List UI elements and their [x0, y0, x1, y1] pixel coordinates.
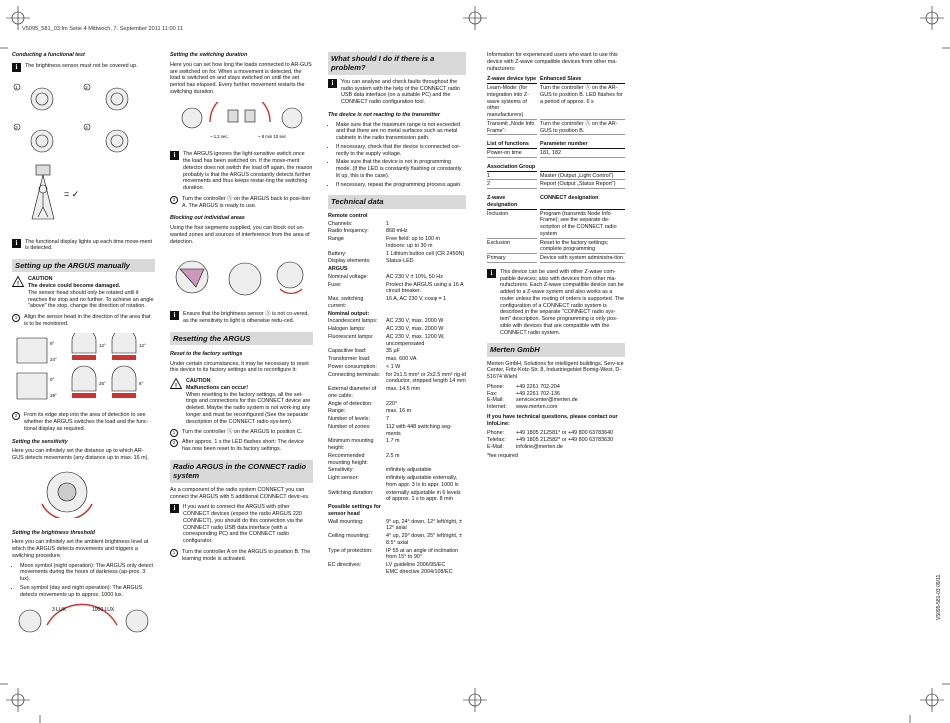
info-icon: i	[170, 311, 179, 320]
tech-key: Display elements:	[328, 258, 371, 265]
table-cell: 2	[487, 181, 537, 189]
section-technical: Technical data	[328, 195, 466, 208]
tech-value: 4° up, 29° down, 25° left/right, ± 8.5° axial	[386, 533, 462, 546]
heading-functional-test: Conducting a functional test	[12, 52, 85, 58]
tech-value: Free field: up to 100 m Indoors: up to 30 m	[386, 236, 440, 249]
tech-value: AC 230 V ± 10%, 50 Hz	[386, 273, 443, 280]
section-radio: Radio ARGUS in the CONNECT radio system	[170, 460, 313, 483]
tech-key: Halogen lamps:	[328, 326, 366, 333]
radio-step-1: 1 Turn the controller A on the ARGUS to position B. The learning mode is activated.	[170, 549, 313, 563]
heading-threshold: Setting the brightness threshold	[12, 529, 95, 536]
duration-min: ~ 1,2 sec.	[210, 133, 229, 139]
svg-text:!: !	[175, 383, 177, 390]
duration-text: Here you can set how long the loads connected to AR-GUS are switched on for. When a movement is detected, the load is switched on and stays switched on until the set period has elapsed. Every further movement restarts the switching duration.	[170, 61, 312, 95]
info-note	[170, 311, 313, 325]
caution-title: CAUTION	[186, 378, 211, 385]
tech-value: IP 55 at an angle of inclination from 15° to 90°	[386, 547, 459, 561]
functional-test-figure	[12, 79, 155, 229]
sensitivity-text: Here you can infinitely set the distance up to which AR-GUS detects movements (any distance up to max. 16 m).	[12, 448, 149, 462]
association-table	[487, 164, 625, 189]
table-cell: Power-on time	[487, 150, 537, 158]
tech-key: Number of levels:	[328, 416, 370, 423]
tech-key: Channels:	[328, 220, 353, 227]
tech-value: infinitely adjustable externally, from appr. 3 lx to appr. 1000 lx	[386, 475, 459, 488]
tech-value: AC 230 V, max. 1200 W, uncompensated	[386, 333, 445, 347]
section-problem: What should I do if there is a problem?	[328, 52, 466, 75]
column-4	[487, 52, 625, 462]
section-setting-up-manually: Setting up the ARGUS manually	[12, 259, 155, 272]
info-icon: i	[170, 151, 179, 160]
table-cell: Reset to the factory settings; complete programming	[540, 240, 625, 255]
tech-key: Type of protection:	[328, 547, 373, 554]
table-cell: Device with system administra-tion	[540, 255, 625, 263]
tech-key: Light sensor:	[328, 475, 359, 482]
table-header: CONNECT designation	[540, 195, 625, 210]
merten-address: Merten GmbH, Solutions for intelligent buildings, Serv-ice Center, Fritz-Kotz-Str. 8, Industriegebiet Bomig-West, D-51674 Wiehl	[487, 360, 624, 381]
phone-value: +49 2261 702-204	[516, 383, 560, 390]
tech-value: infinitely adjustable	[386, 467, 432, 474]
reset-step-2: 2 After approx. 1 s the LED flashes short: The device has now been reset to its factory settings.	[170, 439, 313, 453]
list-item: • Make sure that the maximum range is not exceeded and that there are no metal surfaces such as metal cabinets in the radio transmission path.	[336, 122, 466, 142]
tech-key: Radio frequency:	[328, 228, 369, 235]
tech-value: 35 µF	[386, 348, 400, 355]
heading-sensitivity: Setting the sensitivity	[12, 438, 68, 445]
table-cell: 181, 182	[540, 150, 625, 158]
tech-value: max. 16 m	[386, 408, 412, 415]
brightness-figure	[12, 603, 155, 635]
warning-icon	[170, 378, 182, 389]
table-cell: Program (transmits Node Info Frame); see the separate de-scription of the CONNECT radio system	[540, 211, 625, 239]
step-2: 2 From its edge step into the area of detection to see whether the ARGUS switches the load and the func-tional display as required.	[12, 412, 155, 432]
tech-key: ARGUS	[328, 266, 348, 273]
tech-key: Range:	[328, 408, 346, 415]
info-note	[170, 151, 313, 192]
infoline-title: If you have technical questions, please contact our InfoLine:	[487, 413, 618, 427]
angle-label: 24°	[50, 356, 57, 362]
list-item: • Make sure that the device is not in programming mode. (If the LED is constantly flashing or constantly lit up, this is the case).	[336, 159, 466, 179]
tech-key: Fluorescent lamps:	[328, 333, 374, 340]
column-3	[328, 52, 466, 576]
table-header: Parameter number	[540, 141, 625, 149]
info-note	[12, 63, 155, 72]
duration-figure	[170, 102, 313, 142]
fee-note: *fee required	[487, 452, 518, 459]
tech-value: Status-LED	[386, 258, 414, 265]
tech-key: Max. switching current:	[328, 296, 364, 309]
caution-subtitle: Malfunctions can occur!	[186, 384, 249, 391]
zwave-intro: Information for experienced users who want to use this device with Z-wave compatible devices from other ma-nufacturers:	[487, 52, 618, 72]
website-link[interactable]: www.merten.com	[516, 404, 558, 411]
tech-key: Number of zones:	[328, 423, 371, 430]
caution-text: When resetting to the factory settings, all the set-tings and connections for this CONNECT device are deleted. Maybe the radio system is not work-ing any longer and must be reconfigured (See the separate description of the CONNECT radio sys-tem).	[186, 391, 311, 425]
tech-value: 1	[386, 220, 389, 227]
info-text: The functional display lights up each time move-ment is detected.	[25, 238, 153, 252]
info-note	[487, 269, 625, 337]
duration-max: ~ 8 min 10 sec	[258, 133, 287, 139]
tech-value	[386, 311, 466, 318]
caution-note	[12, 276, 155, 310]
info-text: This device can be used with other Z-wave com-patible devices; also with devices from other ma-nufacturers. Each Z-wave compatible device can be added to a Z-wave system and also works as a router unless the routing of orders is supported. The configuration of a CONNECT radio system is described in the separate "CONNECT radio sys-tem" description. Some programming is only pos-sible with devices that are compatible with the CONNECT radio system.	[500, 268, 624, 336]
technical-table	[328, 213, 466, 576]
info-text: If you want to connect the ARGUS with other CONNECT devices (expect the radio ARGUS 220 CONNECT), you should do this connection via the CONNECT radio USB data interface (with a corresponding PC) and the CONNECT radio configurator.	[183, 504, 303, 545]
list-item: • If necessary, check that the device is connected cor-rectly to the supply voltage.	[336, 144, 466, 158]
tech-key: Minimum mounting height:	[328, 438, 374, 452]
lux-low-label: 3 LUX	[52, 607, 66, 614]
warning-icon	[12, 276, 24, 287]
tech-key: Angle of detection:	[328, 400, 373, 407]
tech-key: Fuse:	[328, 281, 342, 288]
tech-key: Possible settings for sensor head	[328, 504, 382, 517]
tech-key: Nominal voltage:	[328, 273, 369, 280]
zwave-type-table	[487, 76, 625, 135]
tech-value: LV guideline 2006/95/EC EMC directive 2004/108/EC	[386, 562, 453, 575]
infoline-list: Phone: +49 1805 212581* or +49 800 63783640 Telefax: +49 1805 212582* or +49 800 63783630 E-Mail: infoline@merten.de	[487, 430, 625, 450]
step-number: 2	[12, 412, 20, 420]
table-cell: Inclusion	[487, 211, 537, 239]
angle-label: 29°	[50, 392, 57, 398]
tech-key: Wall mounting:	[328, 518, 364, 525]
sensitivity-figure	[12, 468, 155, 518]
tech-value: 2.5 m	[386, 452, 400, 459]
tech-key: Power consumption:	[328, 363, 377, 370]
info-icon: i	[170, 504, 179, 513]
table-cell: Master (Output „Light Control“)	[540, 173, 625, 181]
troubleshoot-list	[328, 122, 466, 189]
tech-key: Remote control	[328, 212, 368, 219]
tech-value: Protect the ARGUS using a 16 A circuit breaker.	[386, 281, 464, 295]
tech-value	[386, 504, 466, 518]
svg-text:2: 2	[85, 84, 88, 90]
table-cell: Report (Output „Status Report“)	[540, 181, 625, 189]
check-mark: = ✓	[64, 188, 80, 199]
caution-subtitle: The device could become damaged.	[28, 283, 121, 290]
tech-value: max. 14.5 mm	[386, 386, 421, 393]
file-header: V5095_581_03.fm Seite 4 Mittwoch, 7. September 2011 11:00 11	[22, 26, 184, 32]
angle-label: 25°	[99, 380, 106, 386]
tech-key: Range	[328, 236, 344, 243]
info-icon: i	[328, 79, 337, 88]
tech-key: Switching duration:	[328, 489, 374, 496]
info-icon: i	[12, 239, 21, 248]
threshold-list	[12, 563, 155, 599]
tech-value: 1 Lithium button cell (CR 2450N)	[386, 250, 465, 257]
angle-label: 0°	[50, 376, 55, 382]
tech-key: Recommended mounting height:	[328, 452, 368, 466]
tech-key: Battery:	[328, 250, 347, 257]
email-link[interactable]: servicecenter@merten.de	[516, 397, 578, 404]
tech-value: 112 with 448 switching seg-ments	[386, 423, 452, 437]
tech-key: Connecting terminals:	[328, 371, 381, 378]
caution-text: The sensor head should only be rotated until it reaches the stop and no further. To achieve an angle "above" the stop, change the direction of rotation.	[28, 289, 154, 310]
tech-value: externally adjustable in 6 levels of approx. 1 s to appr. 8 min	[386, 489, 461, 503]
step-1: 1 Align the sensor head in the direction of the area that is to be monitored.	[12, 314, 155, 328]
contact-list: Phone: +49 2261 702-204 Fax: +49 2261 702-136 E-Mail: servicecenter@merten.de Internet: www.merten.com	[487, 384, 625, 411]
table-cell: Primary	[487, 255, 537, 263]
table-cell: Turn the controller Ⓐ on the AR-GUS to position B. LED flashes for a period of approx. 6 s	[540, 85, 625, 120]
table-header: List of functions	[487, 141, 537, 149]
table-cell: 1	[487, 173, 537, 181]
tech-value: 9° up, 24° down, 12° left/right, ± 12° axial	[386, 518, 462, 532]
functions-table	[487, 141, 625, 158]
tech-value: AC 230 V, max. 2000 W	[386, 318, 444, 325]
column-1	[12, 52, 155, 641]
heading-not-reacting: The device is not reacting to the transmitter	[328, 111, 441, 118]
info-note	[12, 239, 155, 253]
tech-value: max. 600 VA	[386, 356, 417, 363]
designation-table	[487, 195, 625, 263]
info-text: The ARGUS ignores the light-sensitive switch once the load has been switched on. If the move-ment detector does not switch the load off again, the reason probably is that the ARGUS constantly detects further movements and thus keeps restar-ting the switching duration.	[183, 151, 313, 191]
angle-label: 8°	[139, 380, 144, 386]
info-text: The brightness sensor must not be covered up.	[25, 62, 138, 69]
list-item: • Moon symbol (night operation): The ARGUS only detect movements during the hours of darkness (ap-prox. 3 lux).	[20, 563, 155, 583]
table-cell: Learn-Mode: (for integration into Z-wave systems of other manufacturers)	[487, 85, 537, 120]
section-resetting: Resetting the ARGUS	[170, 332, 313, 345]
tech-value: 1.7 m	[386, 438, 400, 445]
heading-factory: Reset to the factory settings	[170, 350, 243, 357]
radio-text: As a component of the radio system CONNECT you can connect the ARGUS with 5 additional CONNECT devic-es.	[170, 486, 310, 500]
tech-value	[386, 266, 466, 273]
svg-text:3: 3	[15, 124, 18, 130]
tech-value: 220°	[386, 400, 398, 407]
table-header	[540, 164, 625, 172]
table-header: Association Group	[487, 163, 536, 170]
step-number: 1	[15, 84, 18, 90]
tech-key: EC directives:	[328, 562, 362, 569]
angle-label: 12°	[99, 342, 106, 348]
tech-key: Incandescent lamps:	[328, 318, 378, 325]
tech-value: AC 230 V, max. 2000 W	[386, 326, 444, 333]
angle-label: 12°	[139, 342, 146, 348]
table-header: Z-wave designation	[487, 195, 537, 210]
caution-note	[170, 378, 313, 425]
tech-value: 868 mHz	[386, 228, 408, 235]
tech-value: for 2x1.5 mm² or 2x2.5 mm² rig-id conductor, stripped length 14 mm	[386, 371, 466, 385]
tech-key: External diameter of one cable:	[328, 386, 377, 399]
fax-value: +49 2261 702-136	[516, 390, 560, 397]
tech-value: 7	[386, 416, 389, 423]
factory-text: Under certain circumstances, it may be necessary to reset this device to its factory settings and to reconfigure it:	[170, 360, 309, 374]
list-item: • Sun symbol (day and night operation): The ARGUS detects movements up to approx. 1000 lux.	[20, 585, 155, 599]
column-2	[170, 52, 313, 564]
info-note	[170, 504, 313, 545]
threshold-text: Here you can infinitely set the ambient brightness level at which the ARGUS detects movements and triggers a switching procedure.	[12, 539, 149, 559]
reset-step-1: 1 Turn the controller Ⓐ on the ARGUS to position C.	[170, 429, 313, 437]
caution-title: CAUTION	[28, 276, 53, 283]
tech-key: Sensitivity:	[328, 467, 354, 474]
segments-figure	[170, 251, 313, 301]
svg-text:4: 4	[85, 124, 88, 130]
infoline-email-link[interactable]: infoline@merten.de	[516, 443, 563, 450]
info-note	[328, 79, 466, 106]
tech-value	[386, 213, 466, 220]
side-code: V5095-581-03 09/11	[936, 574, 942, 620]
heading-duration: Setting the switching duration	[170, 52, 248, 58]
alignment-figure	[12, 333, 155, 405]
table-cell: Turn the controller Ⓐ on the AR-GUS to position B.	[540, 121, 625, 136]
step-number: 2	[170, 439, 178, 447]
section-merten: Merten GmbH	[487, 343, 625, 356]
step-number: 1	[12, 314, 20, 322]
svg-text:!: !	[17, 281, 19, 288]
info-text: Ensure that the brightness sensor Ⓐ is not co-vered, as the sensitivity to light is otherwise redu-ced.	[183, 311, 309, 324]
block-text: Using the four segments supplied, you can block out un-wanted zones and sources of interference from the area of detection.	[170, 225, 310, 245]
info-icon: i	[12, 63, 21, 72]
table-header: Enhanced Slave	[540, 76, 625, 84]
step-number: 3	[170, 196, 178, 204]
heading-block: Blocking out individual areas	[170, 215, 245, 222]
angle-label: 9°	[50, 340, 55, 346]
step-3: 3 Turn the controller Ⓐ on the ARGUS back to posi-tion A. The ARGUS is ready to use.	[170, 196, 313, 210]
info-icon: i	[487, 269, 496, 278]
list-item: • If necessary, repeat the programming process again.	[336, 182, 466, 189]
step-number: 1	[170, 429, 178, 437]
tech-value: 16 A, AC 230 V, cosφ = 1	[386, 296, 447, 303]
info-text: You can analyse and check faults throughout the radio system with the help of the CONNECT radio USB data interface (on a suitable PC) and the CONNECT radio configuration tool.	[341, 78, 460, 106]
tech-value: < 1 W	[386, 363, 401, 370]
tech-key: Capacitive load:	[328, 348, 367, 355]
table-cell: Transmit „Node Info Frame“:	[487, 121, 537, 136]
table-header: Z-wave device type	[487, 76, 537, 83]
table-cell: Exclusion	[487, 240, 537, 255]
lux-high-label: 1000 LUX	[92, 607, 115, 614]
tech-key: Nominal output:	[328, 310, 370, 317]
tech-key: Ceiling mounting:	[328, 533, 370, 540]
tech-key: Transformer load:	[328, 356, 371, 363]
step-number: 1	[170, 549, 178, 557]
